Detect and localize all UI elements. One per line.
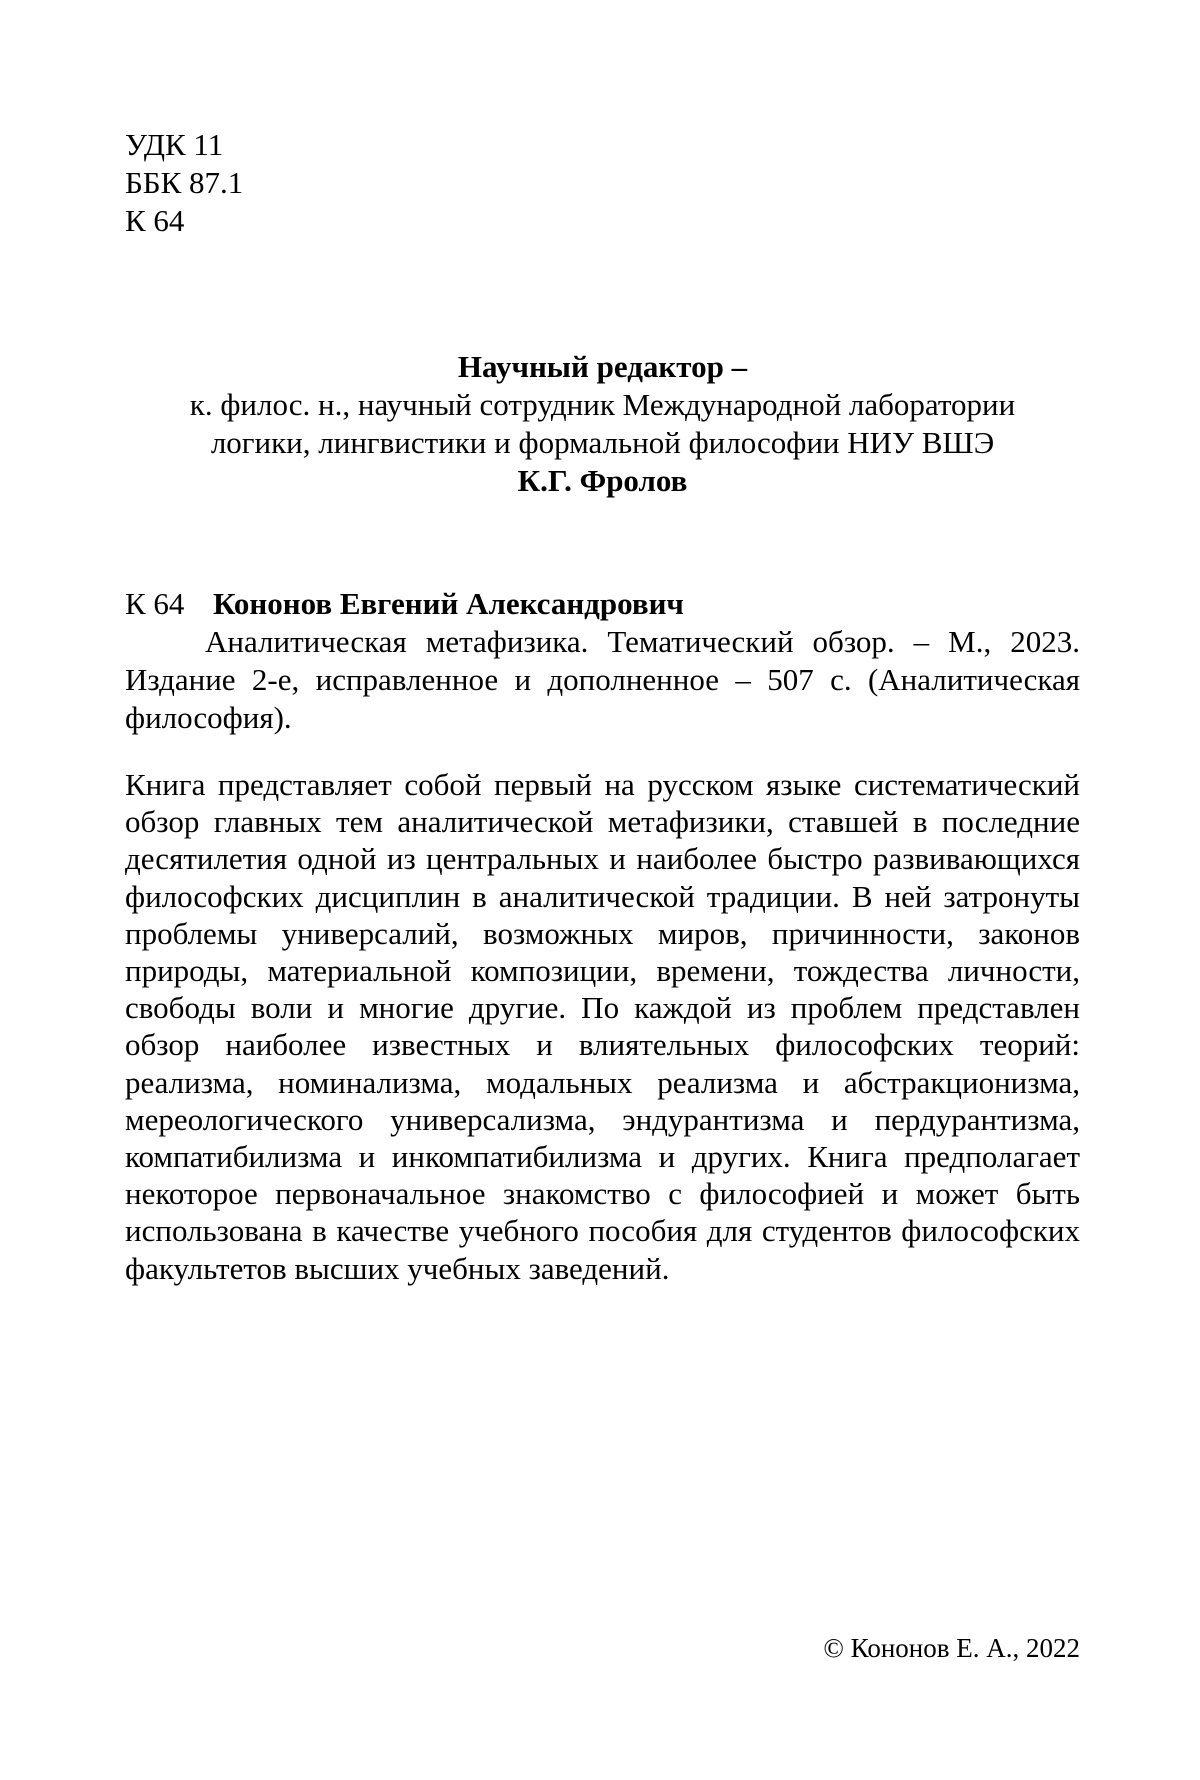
udk-code: УДК 11 bbox=[125, 127, 224, 162]
bbk-code: ББК 87.1 bbox=[125, 165, 244, 200]
entry-heading bbox=[125, 585, 1080, 623]
copyright-notice: © Кононов Е. А., 2022 bbox=[823, 1633, 1080, 1663]
book-abstract: Книга представляет собой первый на русском языке систематический обзор главных тем аналитической метафизики, ставшей в последние десятилетия одной из центральных и наиболее быстро развивающихся философских дисциплин в аналитической традиции. В ней затронуты проблемы универсалий, возможных миров, причинности, законов природы, материальной композиции, времени, тождества личности, свободы воли и многие другие. По каждой из проблем представлен обзор наиболее известных и влиятельных философских теорий: реализма, номинализма, модальных реализма и абстракционизма, мереологического универсализма, эндурантизма и пердурантизма, компатибилизма и инкомпатибилизма и других. Книга предполагает некоторое первоначальное знакомство с философией и может быть использована в качестве учебного пособия для студентов философских факультетов высших учебных заведений. bbox=[125, 767, 1080, 1286]
scientific-editor-block bbox=[125, 348, 1080, 500]
author-mark: К 64 bbox=[125, 203, 185, 238]
entry-code: К 64 bbox=[125, 586, 185, 621]
entry-description: Аналитическая метафизика. Тематический обзор. – М., 2023. Издание 2-е, исправленное и дополненное – 507 с. (Аналитическая философия). bbox=[125, 624, 1080, 735]
editor-heading: Научный редактор – bbox=[457, 349, 748, 384]
editor-name: К.Г. Фролов bbox=[517, 463, 688, 498]
editor-credentials-line-1: к. филос. н., научный сотрудник Международной лаборатории bbox=[189, 387, 1016, 422]
editor-credentials-line-2: логики, лингвистики и формальной философии НИУ ВШЭ bbox=[210, 425, 995, 460]
bibliographic-entry bbox=[125, 585, 1080, 737]
classification-codes bbox=[125, 126, 243, 240]
entry-author: Кононов Евгений Александрович bbox=[213, 586, 684, 621]
